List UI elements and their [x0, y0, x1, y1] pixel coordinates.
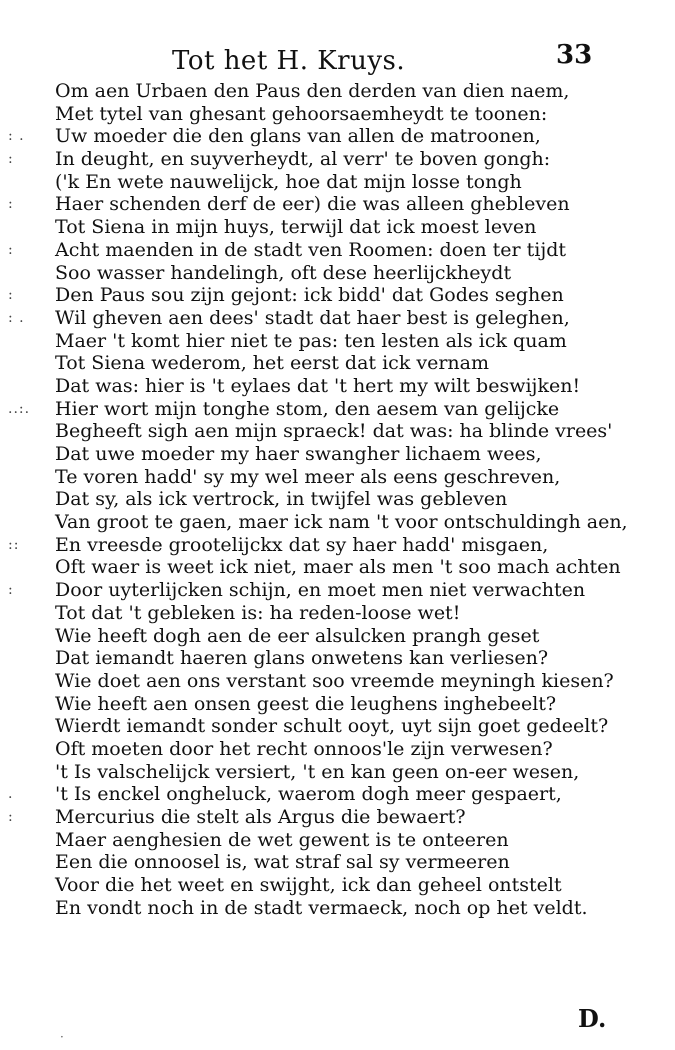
verse-line [0, 352, 675, 375]
margin-mark: . [8, 786, 14, 803]
verse-line-text: Een die onnoosel is, wat straf sal sy vermeeren [55, 851, 510, 874]
verse-line [0, 307, 675, 330]
verse-line [0, 420, 675, 443]
verse-line-text: Tot Siena wederom, het eerst dat ick vernam [55, 352, 490, 375]
verse-line [0, 806, 675, 829]
verse-line-text: Dat was: hier is 't eylaes dat 't hert my wilt beswijken! [55, 374, 581, 397]
verse-line-text: Voor die het weet en swijght, ick dan geheel ontstelt [55, 874, 562, 897]
verse-line [0, 647, 675, 670]
verse-line [0, 829, 675, 852]
verse-line [0, 125, 675, 148]
verse-line-text: Wie heeft aen onsen geest die leughens inghebeelt? [55, 692, 557, 715]
verse-line-text: Oft waer is weet ick niet, maer als men 't soo mach achten [55, 556, 621, 579]
verse-line [0, 738, 675, 761]
verse-line [0, 193, 675, 216]
verse-line [0, 443, 675, 466]
verse-line-text: Wie doet aen ons verstant soo vreemde meyningh kiesen? [55, 669, 614, 692]
verse-line [0, 488, 675, 511]
margin-mark: : [8, 809, 14, 825]
margin-mark: : [8, 151, 14, 168]
margin-mark: · [60, 1030, 64, 1044]
verse-line [0, 216, 675, 239]
margin-mark: : [8, 241, 14, 258]
verse-line [0, 670, 675, 693]
verse-line [0, 556, 675, 579]
verse-line-text: Wie heeft dogh aen de eer alsulcken prangh geset [55, 624, 540, 647]
verse-line-text: Maer 't komt hier niet te pas: ten lesten als ick quam [55, 329, 567, 352]
verse-line-text: Wierdt iemandt sonder schult ooyt, uyt sijn goet gedeelt? [55, 715, 609, 738]
verse-line-text: Oft moeten door het recht onnoos'le zijn verwesen? [55, 737, 553, 760]
verse-line [0, 284, 675, 307]
page-header [0, 40, 675, 84]
verse-line-text: Maer aenghesien de wet gewent is te onteeren [55, 828, 509, 851]
verse-line-text: In deught, en suyverheydt, al verr' te boven gongh: [55, 148, 551, 171]
verse-line [0, 897, 675, 920]
verse-line [0, 715, 675, 738]
verse-line [0, 262, 675, 285]
verse-line-text: Uw moeder die den glans van allen de matroonen, [55, 125, 541, 148]
verse-line [0, 783, 675, 806]
margin-mark: :: [8, 536, 20, 553]
verse-line [0, 579, 675, 602]
verse-line-text: 't Is valschelijck versiert, 't en kan geen on-eer wesen, [55, 760, 580, 783]
verse-line [0, 330, 675, 353]
verse-line-text: Wil gheven aen dees' stadt dat haer best is geleghen, [55, 306, 570, 329]
verse-line [0, 80, 675, 103]
verse-line-text: Dat iemandt haeren glans onwetens kan verliesen? [55, 647, 549, 670]
verse-line [0, 103, 675, 126]
verse-line-text: Tot Siena in mijn huys, terwijl dat ick moest leven [55, 216, 537, 239]
verse-line-text: Te voren hadd' sy my wel meer als eens geschreven, [55, 465, 561, 488]
margin-mark: : [8, 287, 14, 304]
verse-line-text: Dat sy, als ick vertrock, in twijfel was gebleven [55, 488, 508, 511]
verse-line [0, 693, 675, 716]
margin-mark: : [8, 196, 14, 213]
verse-line-text: Om aen Urbaen den Paus den derden van dien naem, [55, 80, 570, 102]
verse-line-text: Acht maenden in de stadt ven Roomen: doen ter tijdt [55, 238, 567, 261]
verse-line-text: Den Paus sou zijn gejont: ick bidd' dat Godes seghen [55, 284, 564, 307]
verse-line [0, 239, 675, 262]
running-title: Tot het H. Kruys. [172, 46, 406, 76]
verse-line-text: ('k En wete nauwelijck, hoe dat mijn losse tongh [55, 170, 522, 193]
verse-line [0, 534, 675, 557]
verse-line-text: En vondt noch in de stadt vermaeck, noch op het veldt. [55, 896, 588, 919]
verse-line-text: Hier wort mijn tonghe stom, den aesem van gelijcke [55, 397, 560, 420]
verse-line-text: Mercurius die stelt als Argus die bewaert? [55, 806, 466, 828]
verse-line-text: En vreesde grootelijckx dat sy haer hadd' misgaen, [55, 533, 549, 556]
verse-line-text: Met tytel van ghesant gehoorsaemheydt te toonen: [55, 102, 548, 125]
verse-line-text: Door uyterlijcken schijn, en moet men niet verwachten [55, 579, 586, 602]
verse-line [0, 398, 675, 421]
verse-line [0, 851, 675, 874]
page-number: 33 [556, 40, 593, 70]
verse-line-text: Begheeft sigh aen mijn spraeck! dat was: ha blinde vrees' [55, 420, 613, 443]
verse-line-text: Van groot te gaen, maer ick nam 't voor ontschuldingh aen, [55, 511, 628, 534]
margin-mark: : . [8, 309, 25, 326]
verse-line [0, 171, 675, 194]
verse-line [0, 375, 675, 398]
margin-mark: ..:. [8, 400, 31, 417]
verse-line [0, 511, 675, 534]
margin-mark: : [8, 582, 14, 599]
verse-line-text: Dat uwe moeder my haer swangher lichaem wees, [55, 443, 542, 465]
margin-mark: : . [8, 128, 25, 145]
verse-line [0, 602, 675, 625]
verse-block [0, 80, 675, 919]
verse-line [0, 466, 675, 489]
verse-line-text: 't Is enckel ongheluck, waerom dogh meer gespaert, [55, 783, 562, 806]
verse-line-text: Haer schenden derf de eer) die was alleen ghebleven [55, 193, 570, 216]
verse-line-text: Soo wasser handelingh, oft dese heerlijckheydt [55, 261, 512, 284]
verse-line [0, 874, 675, 897]
verse-line [0, 761, 675, 784]
verse-line-text: Tot dat 't gebleken is: ha reden-loose wet! [55, 601, 461, 624]
verse-line [0, 148, 675, 171]
verse-line [0, 625, 675, 648]
catchword: D. [578, 1004, 607, 1033]
